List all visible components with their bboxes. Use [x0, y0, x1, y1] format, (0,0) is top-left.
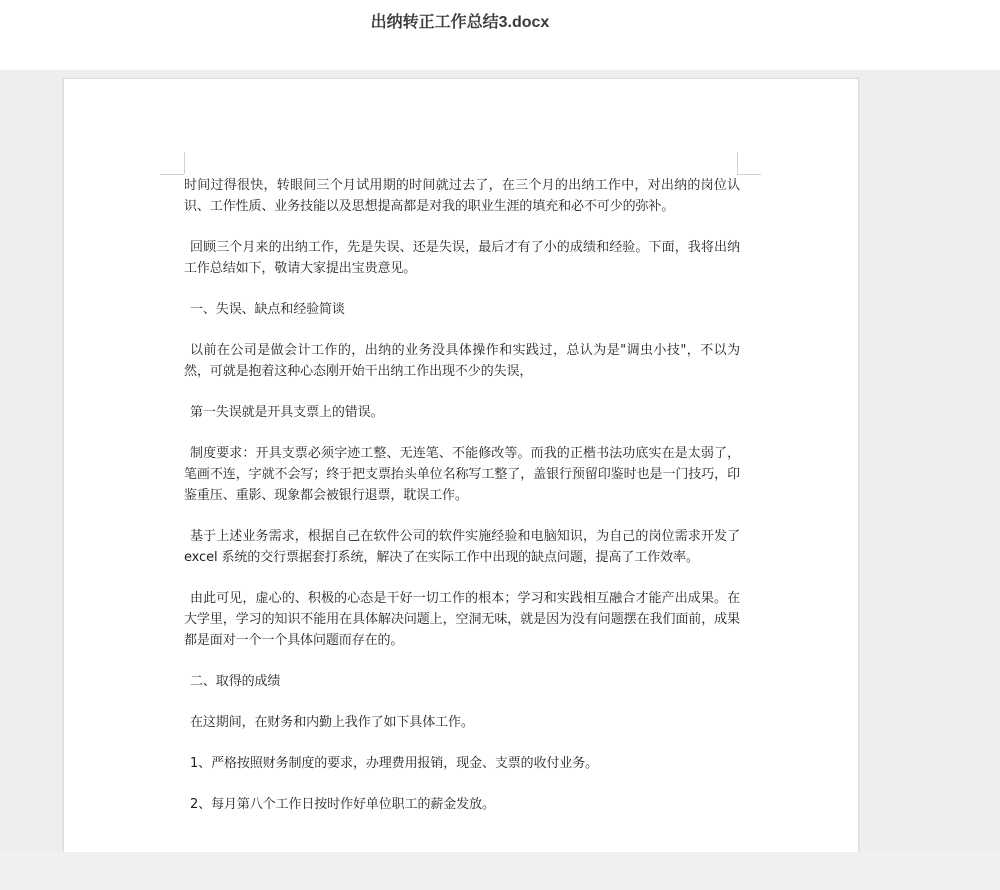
paragraph: 制度要求：开具支票必须字迹工整、无连笔、不能修改等。而我的正楷书法功底实在是太弱了，笔画不连，字就不会写；终于把支票抬头单位名称写工整了，盖银行预留印鉴时也是一门技巧，印鉴重压、重影、现象都会被银行退票，耽误工作。: [184, 446, 740, 503]
crop-mark-top-right: [737, 174, 761, 175]
crop-mark-top-left: [160, 174, 184, 175]
paragraph: 由此可见，虚心的、积极的心态是干好一切工作的根本；学习和实践相互融合才能产出成果。在大学里，学习的知识不能用在具体解决问题上，空洞无味，就是因为没有问题摆在我们面前，成果都是面对一个一个具体问题而存在的。: [184, 591, 740, 648]
paragraph: 回顾三个月来的出纳工作，先是失误、还是失误，最后才有了小的成绩和经验。下面，我将出纳工作总结如下，敬请大家提出宝贵意见。: [184, 240, 740, 276]
crop-mark-top-right: [737, 152, 738, 174]
paragraph: 基于上述业务需求，根据自己在软件公司的软件实施经验和电脑知识，为自己的岗位需求开发了 excel 系统的交行票据套打系统，解决了在实际工作中出现的缺点问题，提高了工作效率。: [184, 529, 740, 565]
document-body: [184, 175, 740, 835]
paragraph: 在这期间，在财务和内勤上我作了如下具体工作。: [190, 715, 474, 730]
bottom-toolbar: [0, 852, 1000, 890]
list-item: 2、每月第八个工作日按时作好单位职工的薪金发放。: [190, 797, 495, 812]
crop-mark-top-left: [184, 152, 185, 174]
section-heading: 一、失误、缺点和经验简谈: [190, 302, 345, 317]
paragraph: 第一失误就是开具支票上的错误。: [190, 405, 384, 420]
paragraph: 以前在公司是做会计工作的，出纳的业务没具体操作和实践过，总认为是"调虫小技"，不以为然，可就是抱着这种心态刚开始干出纳工作出现不少的失误，: [184, 343, 740, 379]
title-bar: [0, 0, 1000, 70]
section-heading: 二、取得的成绩: [190, 674, 281, 689]
document-page: [63, 78, 859, 852]
document-title: 出纳转正工作总结3.docx: [370, 14, 550, 31]
document-viewer[interactable]: [0, 70, 1000, 852]
paragraph: 时间过得很快，转眼间三个月试用期的时间就过去了，在三个月的出纳工作中，对出纳的岗位认识、工作性质、业务技能以及思想提高都是对我的职业生涯的填充和必不可少的弥补。: [184, 178, 740, 214]
list-item: 1、严格按照财务制度的要求，办理费用报销，现金、支票的收付业务。: [190, 756, 599, 771]
